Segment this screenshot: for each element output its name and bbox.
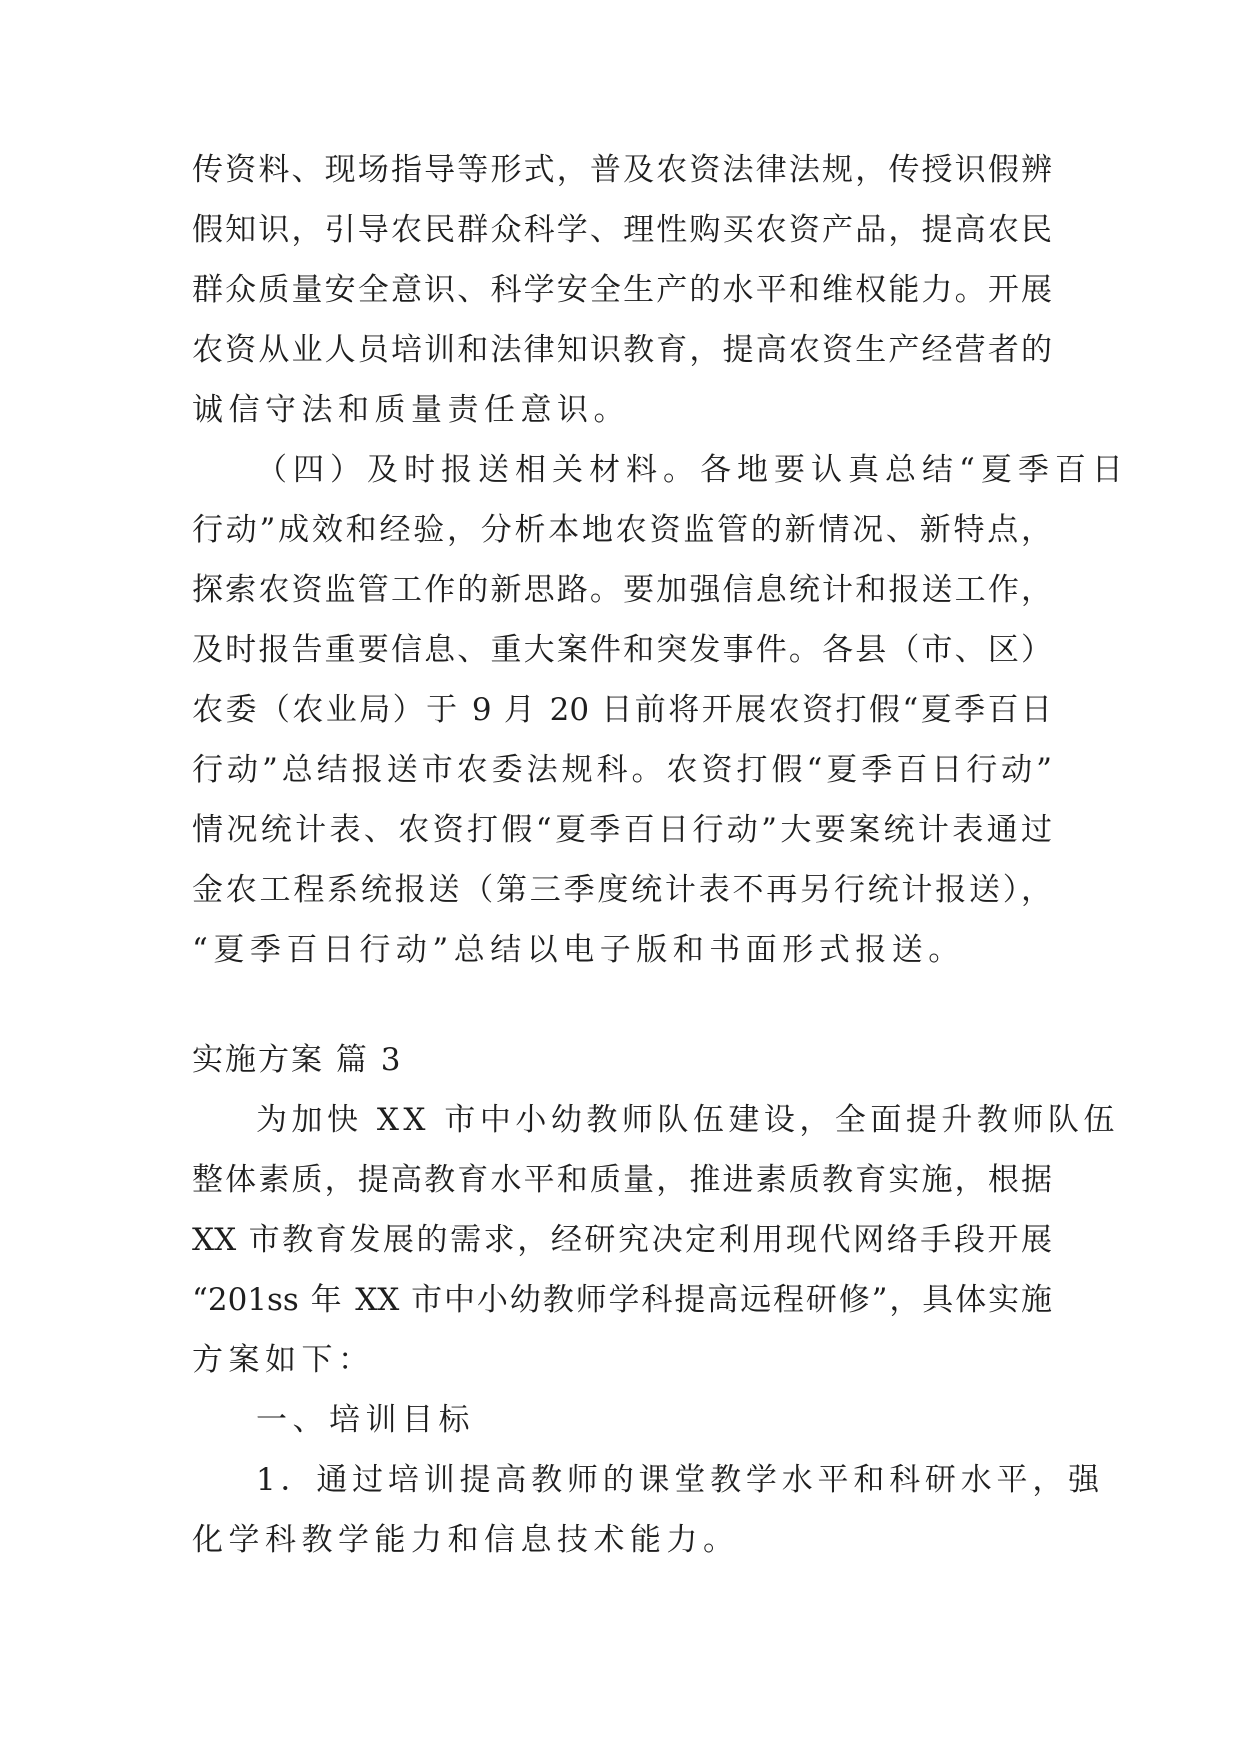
paragraph-line: 群众质量安全意识、科学安全生产的水平和维权能力。开展 [192,272,1052,308]
paragraph-line: XX 市教育发展的需求，经研究决定利用现代网络手段开展 [192,1222,1052,1258]
paragraph-line: 传资料、现场指导等形式，普及农资法律法规，传授识假辨 [192,152,1052,188]
paragraph-line: 化学科教学能力和信息技术能力。 [192,1522,740,1558]
paragraph-line: 行动”总结报送市农委法规科。农资打假“夏季百日行动” [192,752,1052,788]
paragraph-line: “201ss 年 XX 市中小幼教师学科提高远程研修”，具体实施 [192,1282,1052,1318]
paragraph-line: 为加快 XX 市中小幼教师队伍建设，全面提升教师队伍 [256,1102,1119,1138]
paragraph-line: 1．通过培训提高教师的课堂教学水平和科研水平，强 [256,1462,1104,1498]
paragraph-line: 及时报告重要信息、重大案件和突发事件。各县（市、区） [192,632,1052,668]
subsection-heading: 一、培训目标 [256,1402,475,1438]
paragraph-line: 金农工程系统报送（第三季度统计表不再另行统计报送）， [192,872,1052,908]
paragraph-line: 整体素质，提高教育水平和质量，推进素质教育实施，根据 [192,1162,1052,1198]
paragraph-line: 探索农资监管工作的新思路。要加强信息统计和报送工作， [192,572,1052,608]
paragraph-line: 诚信守法和质量责任意识。 [192,392,630,428]
paragraph-line: 农资从业人员培训和法律知识教育，提高农资生产经营者的 [192,332,1052,368]
paragraph-line: 假知识，引导农民群众科学、理性购买农资产品，提高农民 [192,212,1052,248]
paragraph-line: 情况统计表、农资打假“夏季百日行动”大要案统计表通过 [192,812,1052,848]
paragraph-line: 行动”成效和经验，分析本地农资监管的新情况、新特点， [192,512,1052,548]
paragraph-line: 农委（农业局）于 9 月 20 日前将开展农资打假“夏季百日 [192,692,1052,728]
paragraph-line: （四）及时报送相关材料。各地要认真总结“夏季百日 [256,452,1129,488]
section-heading: 实施方案 篇 3 [192,1042,403,1078]
paragraph-line: 方案如下： [192,1342,375,1378]
paragraph-line: “夏季百日行动”总结以电子版和书面形式报送。 [192,932,965,968]
